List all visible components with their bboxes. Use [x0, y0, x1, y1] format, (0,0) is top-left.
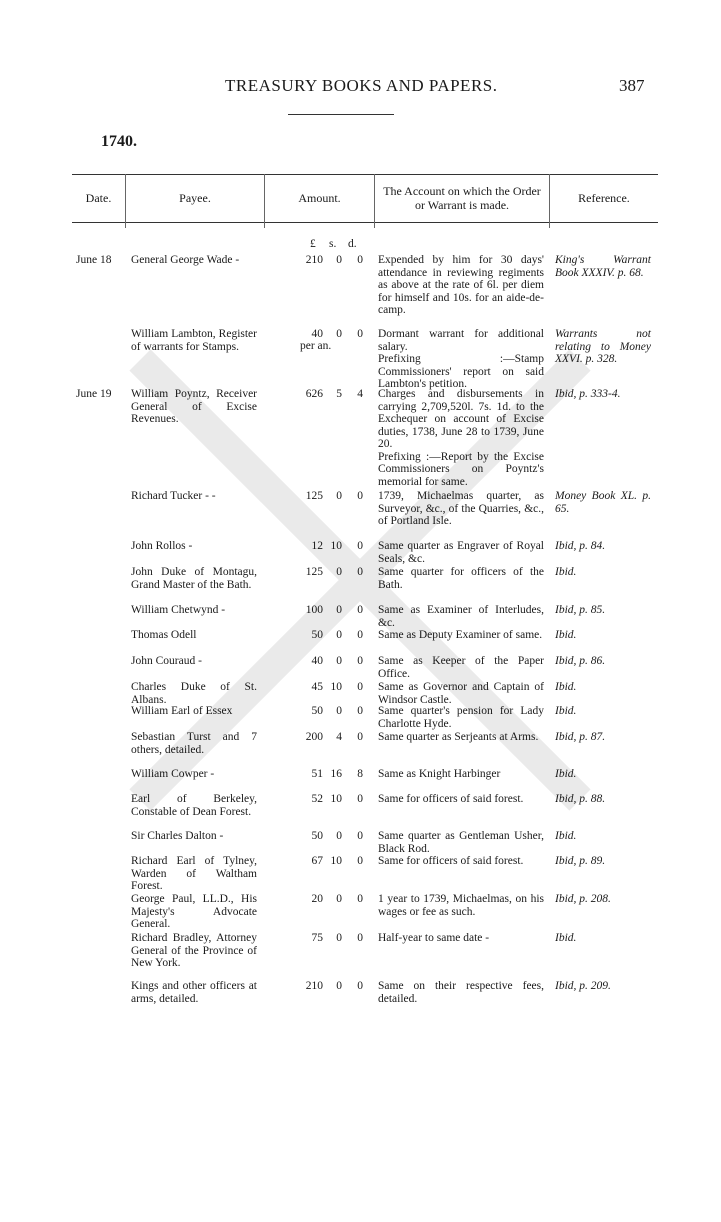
amount-per-annum: per an.: [300, 340, 332, 352]
account-prefixing: Prefixing :—Report by the Excise Commissioners on Poyntz's memorial for same.: [378, 450, 544, 488]
column-header-amount: Amount.: [298, 191, 341, 205]
row-account: [378, 830, 544, 855]
page-number: 387: [619, 76, 645, 95]
row-reference: Ibid.: [555, 768, 577, 780]
row-payee: Kings and other officers at arms, detailed.: [131, 980, 257, 1005]
row-payee: John Couraud -: [131, 655, 202, 667]
row-payee: Richard Tucker - -: [131, 490, 216, 502]
row-account: [378, 731, 544, 744]
pence-symbol: d.: [348, 238, 357, 250]
amount-pence: 0: [357, 893, 363, 905]
amount-pounds: 51: [311, 768, 323, 780]
amount-shillings: 10: [330, 793, 342, 805]
amount-shillings: 10: [330, 681, 342, 693]
amount-pence: 0: [357, 566, 363, 578]
amount-pounds: 45: [311, 681, 323, 693]
account-text: Charges and disbursements in carrying 2,709,520l. 7s. 1d. to the Exchequer on account of Excise duties, 1738, June 28 to 1739, June 20.: [378, 388, 544, 450]
row-reference: Ibid.: [555, 629, 577, 641]
account-prefixing: Prefixing :—Stamp Commissioners' report on said Lambton's petition.: [378, 353, 544, 390]
row-payee: Earl of Berkeley, Constable of Dean Forest.: [131, 793, 257, 818]
row-payee: Richard Bradley, Attorney General of the Province of New York.: [131, 932, 257, 969]
row-reference: Ibid, p. 84.: [555, 540, 606, 552]
pounds-symbol: £: [310, 238, 316, 250]
row-account: [378, 629, 544, 642]
row-reference: Ibid.: [555, 932, 577, 944]
amount-pounds: 50: [311, 705, 323, 717]
amount-pence: 0: [357, 328, 363, 340]
row-reference: Ibid, p. 209.: [555, 980, 611, 992]
account-text: Same on their respective fees, detailed.: [378, 980, 544, 1005]
column-header-date: Date.: [85, 191, 112, 205]
account-text: Same quarter's pension for Lady Charlotte Hyde.: [378, 705, 544, 730]
column-header-reference: Reference.: [578, 191, 630, 205]
row-reference: Ibid, p. 208.: [555, 893, 611, 905]
amount-pounds: 12: [311, 540, 323, 552]
amount-pence: 0: [357, 604, 363, 616]
amount-pence: 8: [357, 768, 363, 780]
amount-pence: 0: [357, 629, 363, 641]
row-account: [378, 705, 544, 730]
row-payee: George Paul, LL.D., His Majesty's Advocate General.: [131, 893, 257, 930]
row-account: [378, 855, 544, 868]
amount-pounds: 210: [305, 980, 323, 992]
amount-shillings: 0: [336, 490, 342, 502]
column-header-payee: Payee.: [179, 191, 211, 205]
amount-shillings: 0: [336, 566, 342, 578]
row-reference: Ibid.: [555, 566, 577, 578]
account-text: Same for officers of said forest.: [378, 855, 524, 867]
row-payee: Richard Earl of Tylney, Warden of Waltham Forest.: [131, 855, 257, 892]
row-payee: General George Wade -: [131, 254, 240, 266]
amount-pounds: 20: [311, 893, 323, 905]
account-text: Same quarter for officers of the Bath.: [378, 566, 544, 591]
row-account: [378, 980, 544, 1005]
amount-pence: 0: [357, 932, 363, 944]
row-reference: Warrants not relating to Money XXVI. p. 328.: [555, 328, 651, 365]
row-date: June 19: [76, 388, 112, 400]
amount-shillings: 10: [330, 540, 342, 552]
amount-pence: 0: [357, 830, 363, 842]
amount-shillings: 0: [336, 629, 342, 641]
account-text: 1 year to 1739, Michaelmas, on his wages or fee as such.: [378, 893, 544, 918]
amount-pounds: 100: [305, 604, 323, 616]
row-account: [378, 932, 544, 945]
amount-pounds: 67: [311, 855, 323, 867]
amount-shillings: 0: [336, 830, 342, 842]
amount-pounds: 75: [311, 932, 323, 944]
row-account: [378, 793, 544, 806]
row-account: [378, 328, 544, 391]
amount-pence: 0: [357, 655, 363, 667]
row-account: [378, 681, 544, 706]
row-payee: John Rollos -: [131, 540, 193, 552]
amount-pounds: 52: [311, 793, 323, 805]
amount-pence: 0: [357, 855, 363, 867]
running-header: [0, 76, 721, 102]
row-reference: Ibid, p. 89.: [555, 855, 606, 867]
amount-pounds: 626: [305, 388, 323, 400]
account-text: Expended by him for 30 days' attendance in reviewing regiments as above at the rate of 6l. per diem for himself and 10s. for an aide-de-camp.: [378, 254, 544, 316]
amount-shillings: 0: [336, 655, 342, 667]
account-text: Same quarter as Serjeants at Arms.: [378, 731, 539, 743]
row-account: [378, 893, 544, 918]
row-reference: Ibid.: [555, 705, 577, 717]
row-payee: Thomas Odell: [131, 629, 197, 641]
row-account: [378, 388, 544, 488]
account-text: Same as Governor and Captain of Windsor Castle.: [378, 681, 544, 706]
amount-pence: 0: [357, 731, 363, 743]
warrant-table: [72, 174, 658, 1222]
row-payee: William Earl of Essex: [131, 705, 233, 717]
account-text: Same as Examiner of Interludes, &c.: [378, 604, 544, 629]
amount-shillings: 0: [336, 893, 342, 905]
row-reference: King's Warrant Book XXXIV. p. 68.: [555, 254, 651, 279]
row-reference: Ibid, p. 87.: [555, 731, 606, 743]
account-text: 1739, Michaelmas quarter, as Surveyor, &c., of the Quarries, &c., of Portland Isle.: [378, 490, 544, 527]
amount-shillings: 0: [336, 980, 342, 992]
amount-pounds: 50: [311, 830, 323, 842]
shillings-symbol: s.: [329, 238, 337, 250]
amount-pounds: 200: [305, 731, 323, 743]
amount-pence: 0: [357, 681, 363, 693]
amount-pence: 0: [357, 793, 363, 805]
amount-pounds: 40: [311, 328, 323, 340]
account-text: Half-year to same date -: [378, 932, 490, 944]
account-text: Same quarter as Gentleman Usher, Black Rod.: [378, 830, 544, 855]
account-text: Same for officers of said forest.: [378, 793, 524, 805]
column-header-account: The Account on which the Order or Warrant is made.: [383, 184, 541, 212]
row-payee: William Cowper -: [131, 768, 215, 780]
account-text: Same quarter as Engraver of Royal Seals, &c.: [378, 540, 544, 565]
year-heading: 1740.: [101, 133, 137, 150]
row-date: June 18: [76, 254, 112, 266]
amount-pence: 0: [357, 540, 363, 552]
row-reference: Money Book XL. p. 65.: [555, 490, 651, 515]
row-account: [378, 254, 544, 317]
amount-pounds: 125: [305, 566, 323, 578]
amount-shillings: 0: [336, 932, 342, 944]
amount-pounds: 210: [305, 254, 323, 266]
row-reference: Ibid, p. 86.: [555, 655, 606, 667]
row-account: [378, 540, 544, 565]
page-header-title: TREASURY BOOKS AND PAPERS.: [225, 76, 498, 95]
row-reference: Ibid.: [555, 830, 577, 842]
amount-pounds: 40: [311, 655, 323, 667]
row-account: [378, 566, 544, 591]
amount-pence: 0: [357, 254, 363, 266]
row-account: [378, 604, 544, 629]
amount-pounds: 125: [305, 490, 323, 502]
row-account: [378, 490, 544, 528]
header-rule: [288, 114, 394, 115]
row-account: [378, 768, 544, 781]
account-text: Same as Knight Harbinger: [378, 768, 501, 780]
row-payee: Sebastian Turst and 7 others, detailed.: [131, 731, 257, 756]
row-reference: Ibid, p. 333-4.: [555, 388, 621, 400]
row-payee: William Poyntz, Receiver General of Excise Revenues.: [131, 388, 257, 425]
account-text: Same as Deputy Examiner of same.: [378, 629, 543, 641]
row-payee: William Chetwynd -: [131, 604, 226, 616]
row-payee: William Lambton, Register of warrants for Stamps.: [131, 328, 257, 353]
amount-pounds: 50: [311, 629, 323, 641]
amount-shillings: 10: [330, 855, 342, 867]
row-reference: Ibid, p. 85.: [555, 604, 606, 616]
amount-pence: 0: [357, 490, 363, 502]
row-payee: Sir Charles Dalton -: [131, 830, 224, 842]
amount-shillings: 5: [336, 388, 342, 400]
amount-shillings: 16: [330, 768, 342, 780]
amount-shillings: 0: [336, 328, 342, 340]
account-text: Same as Keeper of the Paper Office.: [378, 655, 544, 680]
amount-shillings: 0: [336, 705, 342, 717]
row-reference: Ibid.: [555, 681, 577, 693]
row-payee: Charles Duke of St. Albans.: [131, 681, 257, 706]
amount-pence: 4: [357, 388, 363, 400]
amount-shillings: 0: [336, 254, 342, 266]
amount-pence: 0: [357, 705, 363, 717]
row-reference: Ibid, p. 88.: [555, 793, 606, 805]
amount-shillings: 0: [336, 604, 342, 616]
amount-pence: 0: [357, 980, 363, 992]
table-header-rule: [72, 222, 658, 223]
row-account: [378, 655, 544, 680]
account-text: Dormant warrant for additional salary.: [378, 328, 544, 353]
amount-shillings: 4: [336, 731, 342, 743]
row-payee: John Duke of Montagu, Grand Master of the Bath.: [131, 566, 257, 591]
